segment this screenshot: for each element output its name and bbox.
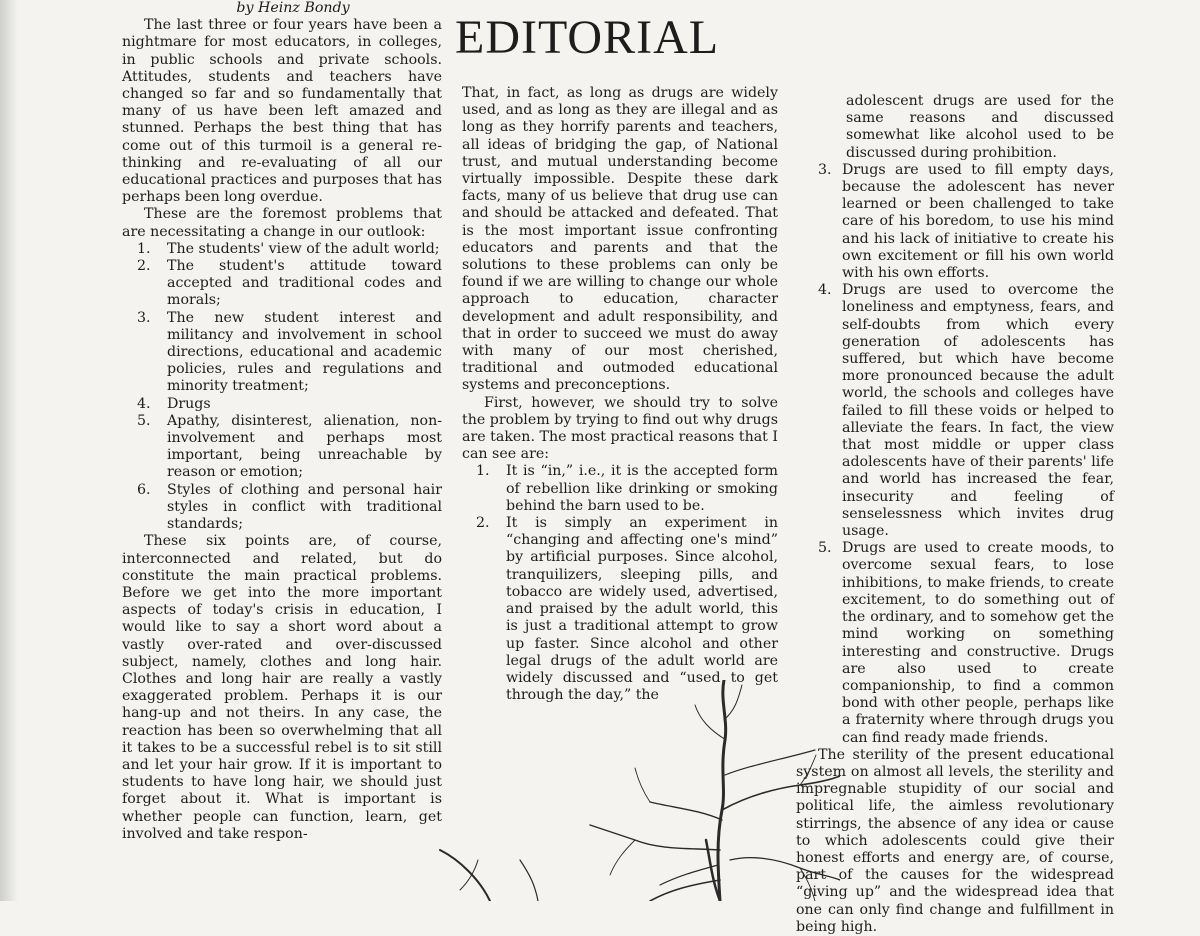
column-1 (122, 0, 442, 843)
col1-paragraph-1: The last three or four years have been a nightmare for most educators, in colleges, in public schools and private schools. Attitudes, students and teachers have changed so far and so fundamentally that many of us have been left amazed and stunned. Perhaps the best thing that has come out of this turmoil is a general re-thinking and re-evaluating of all our educational practices and purposes that has perhaps been long overdue. (122, 17, 442, 206)
reasons-list-continued (796, 162, 1114, 747)
list-item: 1. It is “in,” i.e., it is the accepted form of rebellion like drinking or smoking behind the barn used to be. (476, 463, 778, 514)
list-item: 4. Drugs (137, 395, 211, 412)
list-item: 4. Drugs are used to overcome the loneliness and emptyness, fears, and self-doubts from which every generation of adolescents has suffered, but which have become more pronounced because the adult world, the schools and colleges have failed to fill these voids or helped to alleviate the fears. In fact, the view that most middle or upper class adolescents have of their parents' life and world has increased the fear, insecurity and feeling of senselessness which invites drug usage. (818, 282, 1114, 540)
col3-paragraph-1: The sterility of the present educational system on almost all levels, the sterility and impregnable stupidity of our social and political life, the aimless revolutionary stirrings, the absence of any idea or cause to which adolescents could give their honest efforts and energy are, of course, part of the causes for the widespread “giving up” and the widespread idea that one can only find change and fulfillment in being high. (796, 746, 1114, 935)
col1-paragraph-3: These six points are, of course, interconnected and related, but do constitute the main practical problems. Before we get into the more important aspects of today's crisis in education, I would like to say a short word about a vastly over-rated and over-discussed subject, namely, clothes and long hair. Clothes and long hair are really a vastly exaggerated problem. Perhaps it is our hang-up and not theirs. In any case, the reaction has been so overwhelming that all it takes to be a successful rebel is to sit still and let your hair grow. If it is important to students to have long hair, we should just forget about it. What is important is whether people can function, learn, get involved and take respon- (122, 533, 442, 842)
column-2 (462, 85, 778, 704)
col1-paragraph-2: These are the foremost problems that are necessitating a change in our outlook: (122, 206, 442, 240)
list-item: 5. Drugs are used to create moods, to overcome sexual fears, to lose inhibitions, to make friends, to create excitement, to do something out of the ordinary, and to somehow get the mind working on something interesting and constructive. Drugs are also used to create companionship, to find a common bond with other people, perhaps like a fraternity where through drugs you can find ready made friends. (818, 540, 1114, 746)
column-3 (796, 93, 1114, 936)
list-item: 3. Drugs are used to fill empty days, because the adolescent has never learned or been challenged to take care of his boredom, to use his mind and his lack of initiative to create his own excitement or fill his own world with his own efforts. (818, 161, 1114, 282)
col2-paragraph-1: That, in fact, as long as drugs are widely used, and as long as they are illegal and as long as they horrify parents and teachers, all ideas of bridging the gap, of National trust, and mutual understanding become virtually impossible. Despite these dark facts, many of us believe that drug use can and should be attacked and defeated. That is the most important issue confronting educators and parents and that the solutions to these problems can only be found if we are willing to change our whole approach to education, character development and adult responsibility, and that in order to succeed we must do away with many of our most cherished, traditional and outmoded educational systems and preconceptions. (462, 85, 778, 394)
list-item: 2. The student's attitude toward accepted and traditional codes and morals; (137, 258, 442, 309)
col3-continuation: adolescent drugs are used for the same reasons and discussed somewhat like alcohol used to be discussed during prohibition. (846, 93, 1114, 161)
page-edge-shadow (0, 0, 18, 901)
list-item: 1. The students' view of the adult world; (137, 240, 440, 257)
list-item: 6. Styles of clothing and personal hair styles in conflict with traditional standards; (137, 481, 442, 533)
list-item: 5. Apathy, disinterest, alienation, non-involvement and perhaps most important, being unreachable by reason or emotion; (137, 412, 442, 481)
problems-list (122, 241, 442, 533)
col2-paragraph-2: First, however, we should try to solve the problem by trying to find out why drugs are taken. The most practical reasons that I can see are: (462, 394, 778, 463)
byline: by Heinz Bondy (236, 0, 350, 16)
list-item: 2. It is simply an experiment in “changing and affecting one's mind” by artificial purposes. Since alcohol, tranquilizers, sleeping pills, and tobacco are widely used, advertised, and praised by the adult world, this is just a traditional attempt to grow up faster. Since alcohol and other legal drugs of the adult world are widely discussed and “used to get through the day,” the (476, 515, 778, 704)
reasons-list (462, 463, 778, 704)
list-item: 3. The new student interest and militancy and involvement in school directions, educational and academic policies, rules and regulations and minority treatment; (137, 309, 442, 395)
page-title: EDITORIAL (455, 11, 720, 64)
tree-sketch-illustration (420, 680, 840, 901)
